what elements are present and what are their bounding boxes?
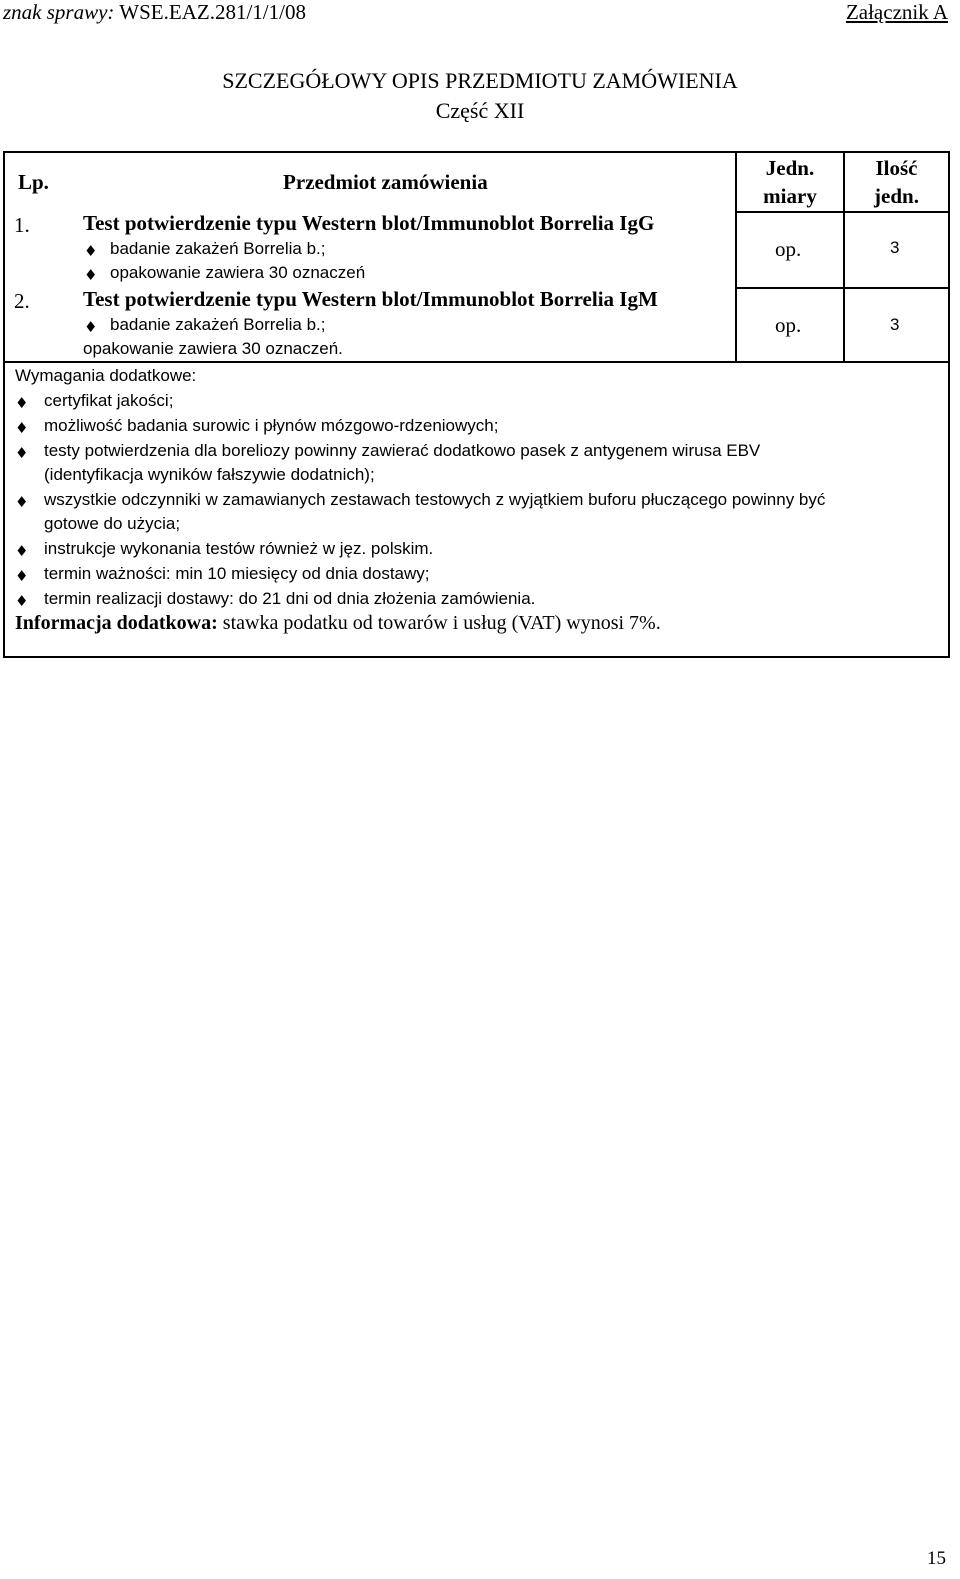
document-subtitle: Część XII: [435, 98, 525, 123]
table-right-border: [948, 151, 950, 658]
bullet-icon: ♦: [15, 567, 29, 585]
requirement-item: instrukcje wykonania testów również w jęz. polskim.: [44, 539, 434, 558]
requirement-item-continuation: gotowe do użycia;: [44, 514, 181, 533]
row-detail: opakowanie zawiera 30 oznaczeń.: [83, 339, 343, 358]
unit-column-border: [735, 151, 737, 363]
requirement-item: wszystkie odczynniki w zamawianych zestawach testowych z wyjątkiem buforu płuczącego powinny być: [44, 490, 826, 509]
requirement-item: możliwość badania surowic i płynów mózgowo-rdzeniowych;: [44, 416, 499, 435]
row-name: Test potwierdzenie typu Western blot/Immunoblot Borrelia IgM: [83, 287, 658, 311]
row-qty: 3: [890, 238, 900, 257]
additional-info: [15, 612, 661, 635]
bullet-icon: ♦: [84, 242, 98, 260]
page-number: 15: [927, 1548, 946, 1569]
row-lp: 1.: [14, 213, 30, 237]
document-title: SZCZEGÓŁOWY OPIS PRZEDMIOTU ZAMÓWIENIA: [222, 68, 738, 93]
row-detail: badanie zakażeń Borrelia b.;: [110, 239, 326, 258]
table-top-border: [3, 151, 950, 153]
header-unit-line1: Jedn.: [765, 156, 815, 180]
additional-info-text: stawka podatku od towarów i usług (VAT) wynosi 7%.: [217, 612, 661, 634]
bullet-icon: ♦: [84, 318, 98, 336]
header-subject: Przedmiot zamówienia: [283, 170, 488, 194]
bullet-icon: ♦: [84, 266, 98, 284]
row-name: Test potwierdzenie typu Western blot/Immunoblot Borrelia IgG: [83, 211, 655, 235]
row-qty: 3: [890, 315, 900, 334]
table-left-border: [3, 151, 5, 658]
bullet-icon: ♦: [15, 444, 29, 462]
qty-column-border: [843, 151, 845, 363]
bullet-icon: ♦: [15, 542, 29, 560]
row-unit: op.: [775, 237, 802, 261]
additional-info-label: Informacja dodatkowa:: [15, 612, 218, 634]
requirements-heading: Wymagania dodatkowe:: [15, 366, 197, 385]
requirements-bottom-border: [3, 656, 950, 658]
requirement-item: termin ważności: min 10 miesięcy od dnia dostawy;: [44, 564, 430, 583]
bullet-icon: ♦: [15, 493, 29, 511]
header-qty-line1: Ilość: [875, 156, 918, 180]
header-lp: Lp.: [18, 170, 49, 194]
row-unit: op.: [775, 313, 802, 337]
row-detail: badanie zakażeń Borrelia b.;: [110, 315, 326, 334]
requirement-item: testy potwierdzenia dla boreliozy powinny zawierać dodatkowo pasek z antygenem wirusa EBV: [44, 441, 761, 460]
header-unit-line2: miary: [763, 184, 817, 208]
requirement-item: termin realizacji dostawy: do 21 dni od dnia złożenia zamówienia.: [44, 589, 536, 608]
table-bottom-border: [3, 361, 950, 363]
requirement-item: certyfikat jakości;: [44, 391, 174, 410]
case-label: znak sprawy:: [3, 0, 115, 24]
case-number: WSE.EAZ.281/1/1/08: [119, 0, 306, 24]
row-lp: 2.: [14, 289, 30, 313]
case-reference: [3, 0, 306, 25]
bullet-icon: ♦: [15, 394, 29, 412]
row-detail: opakowanie zawiera 30 oznaczeń: [110, 263, 366, 282]
bullet-icon: ♦: [15, 419, 29, 437]
requirement-item-continuation: (identyfikacja wyników fałszywie dodatnich);: [44, 465, 375, 484]
attachment-label: Załącznik A: [845, 0, 948, 24]
bullet-icon: ♦: [15, 592, 29, 610]
header-qty-line2: jedn.: [874, 184, 919, 208]
